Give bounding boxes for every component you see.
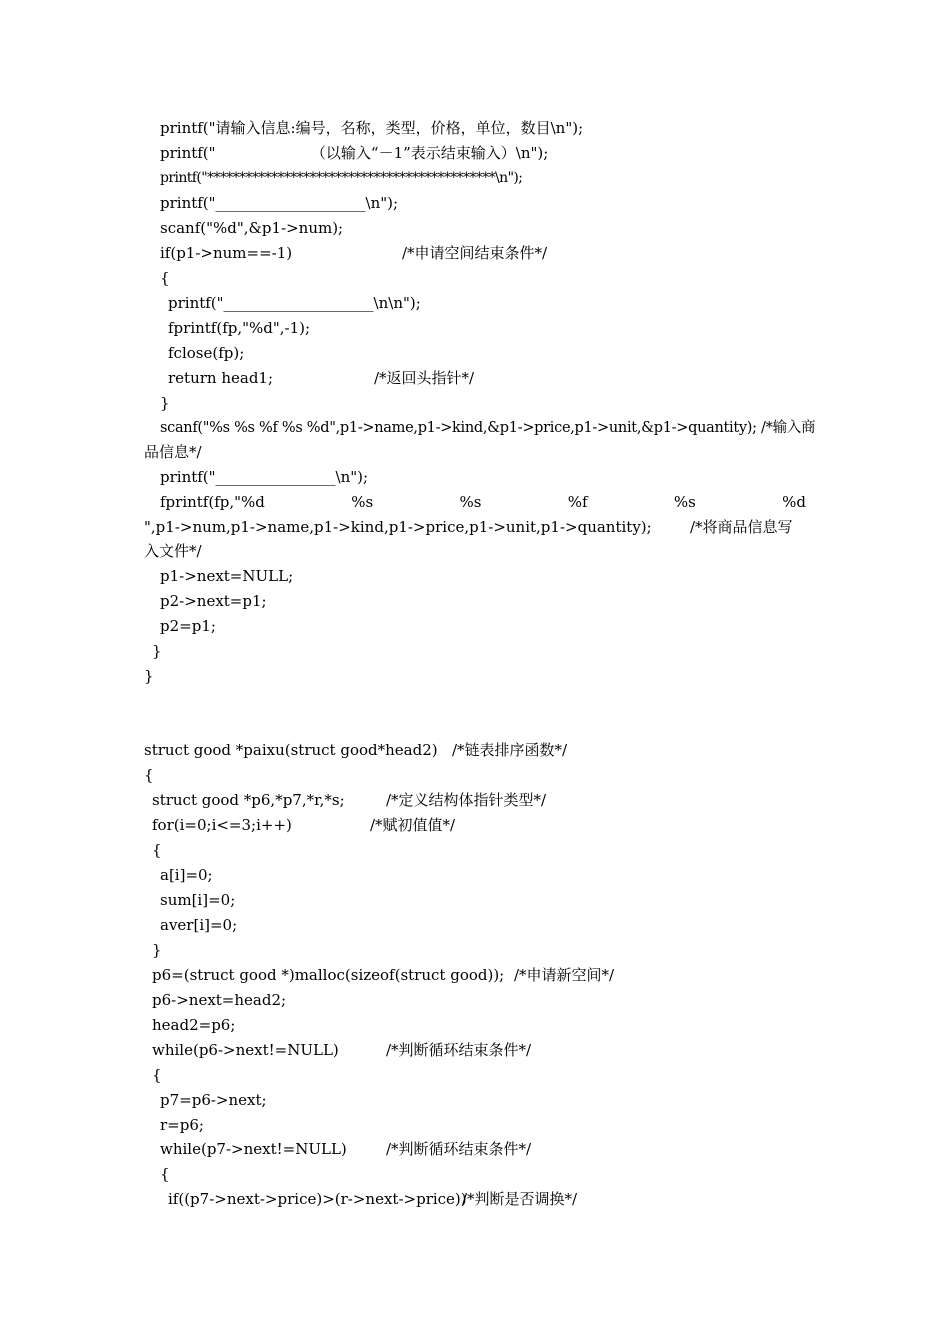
code-line: aver[i]=0;	[160, 916, 238, 934]
code-comment: /*申请新空间*/	[514, 966, 615, 984]
code-line: 品信息*/	[144, 443, 202, 461]
code-line: scanf("%s %s %f %s %d",p1->name,p1->kind,&p1->price,p1->unit,&p1->quantity); /*输入商	[160, 420, 816, 436]
code-line: if((p7->next->price)>(r->next->price))	[168, 1190, 467, 1208]
code-token: fprintf(fp,"%d	[160, 493, 265, 511]
code-line: a[i]=0;	[160, 866, 213, 884]
code-line: p1->next=NULL;	[160, 567, 294, 585]
code-token: %s	[673, 493, 696, 511]
code-line: p2->next=p1;	[160, 592, 267, 610]
code-line: fprintf(fp,"%d",-1);	[168, 319, 311, 337]
code-line: }	[152, 642, 162, 660]
code-line: struct good *p6,*p7,*r,*s;	[152, 791, 345, 809]
code-line: ",p1->num,p1->name,p1->kind,p1->price,p1->unit,p1->quantity);	[144, 518, 652, 536]
code-line: 入文件*/	[144, 542, 202, 560]
code-line: }	[144, 667, 154, 685]
code-line: fclose(fp);	[168, 344, 245, 362]
code-line-spread	[160, 492, 806, 512]
code-token: %d	[782, 493, 806, 511]
code-line: printf("____________________\n");	[160, 194, 399, 212]
code-comment: /*申请空间结束条件*/	[402, 244, 548, 262]
code-comment: /*返回头指针*/	[374, 369, 475, 387]
code-line: printf(" （以输入“－1”表示结束输入）\n");	[160, 144, 549, 162]
code-line: {	[160, 1165, 170, 1183]
code-comment: /*定义结构体指针类型*/	[386, 791, 547, 809]
code-line: printf("*********************************************\n");	[160, 170, 523, 186]
code-line: p6->next=head2;	[152, 991, 287, 1009]
code-line: r=p6;	[160, 1116, 204, 1134]
code-line: scanf("%d",&p1->num);	[160, 219, 344, 237]
code-comment: /*将商品信息写	[690, 518, 793, 536]
code-comment: /*判断是否调换*/	[462, 1190, 578, 1208]
code-line: while(p6->next!=NULL)	[152, 1041, 339, 1059]
code-token: %f	[567, 493, 588, 511]
code-token: %s	[459, 493, 482, 511]
code-line: printf("____________________\n\n");	[168, 294, 421, 312]
code-line: p6=(struct good *)malloc(sizeof(struct good));	[152, 966, 505, 984]
code-line: p2=p1;	[160, 617, 216, 635]
code-comment: /*链表排序函数*/	[452, 741, 568, 759]
code-comment: /*判断循环结束条件*/	[386, 1041, 532, 1059]
code-comment: /*判断循环结束条件*/	[386, 1140, 532, 1158]
code-line: if(p1->num==-1)	[160, 244, 293, 262]
code-line: p7=p6->next;	[160, 1091, 267, 1109]
code-line: for(i=0;i<=3;i++)	[152, 816, 292, 834]
code-line: sum[i]=0;	[160, 891, 236, 909]
code-line: {	[152, 841, 162, 859]
code-line: printf("________________\n");	[160, 468, 369, 486]
code-comment: /*赋初值值*/	[370, 816, 456, 834]
code-line: {	[160, 269, 170, 287]
code-line: {	[152, 1066, 162, 1084]
code-line: }	[160, 394, 170, 412]
code-line: return head1;	[168, 369, 274, 387]
code-line: {	[144, 766, 154, 784]
code-line: printf("请输入信息:编号，名称，类型，价格，单位，数目\n");	[160, 119, 584, 137]
code-line: struct good *paixu(struct good*head2)	[144, 741, 438, 759]
code-line: }	[152, 941, 162, 959]
code-token: %s	[351, 493, 374, 511]
code-line: while(p7->next!=NULL)	[160, 1140, 347, 1158]
code-line: head2=p6;	[152, 1016, 236, 1034]
